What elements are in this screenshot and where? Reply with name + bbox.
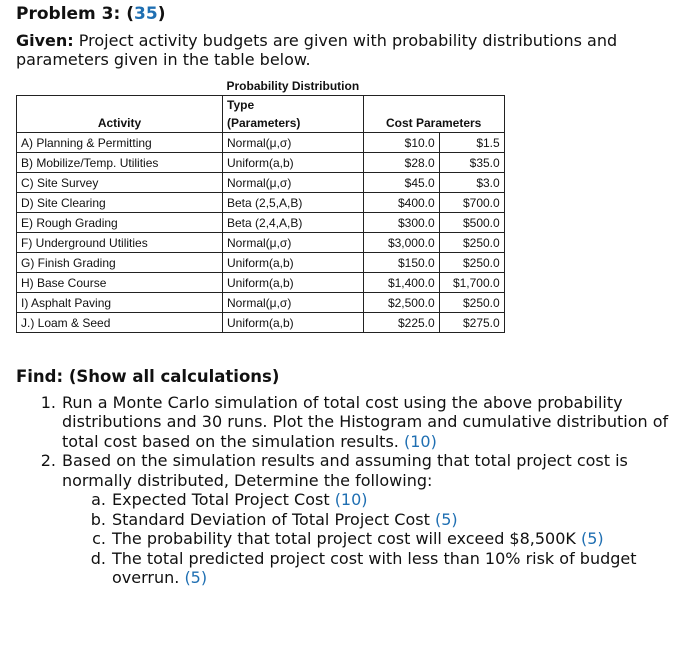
distribution-cell: Normal(μ,σ): [223, 173, 364, 193]
given-paragraph: [16, 31, 656, 69]
activity-cell: A) Planning & Permitting: [17, 133, 223, 153]
cost-param2-cell: $250.0: [439, 233, 504, 253]
cost-param2-cell: $250.0: [439, 293, 504, 313]
cost-param1-cell: $28.0: [363, 153, 439, 173]
find-item-text: Run a Monte Carlo simulation of total cost using the above probability distributions and 30 runs. Plot the Histogram and cumulative distribution of total cost based on the simulation results.: [62, 392, 669, 451]
cost-param1-cell: $10.0: [363, 133, 439, 153]
cost-param1-cell: $2,500.0: [363, 293, 439, 313]
find-item: [16, 393, 676, 452]
find-heading: Find: (Show all calculations): [16, 367, 280, 386]
cost-header: Cost Parameters: [363, 96, 504, 133]
table-row: [17, 233, 505, 253]
distribution-cell: Beta (2,4,A,B): [223, 213, 364, 233]
find-subitem-text: Expected Total Project Cost: [112, 490, 330, 509]
table-row: [17, 193, 505, 213]
activity-cell: E) Rough Grading: [17, 213, 223, 233]
find-subitem-text: The total predicted project cost with less than 10% risk of budget overrun.: [112, 548, 637, 587]
find-subitem-body: [112, 529, 604, 549]
cost-param2-cell: $500.0: [439, 213, 504, 233]
given-text: Project activity budgets are given with probability distributions and parameters given in the table below.: [16, 31, 618, 69]
find-subitem-points: (10): [334, 490, 368, 509]
find-item: [16, 451, 676, 490]
activity-header: Activity: [17, 96, 223, 133]
find-subitem-points: (5): [184, 568, 208, 587]
find-item-body: [62, 393, 676, 452]
activity-cell: F) Underground Utilities: [17, 233, 223, 253]
cost-param1-cell: $300.0: [363, 213, 439, 233]
given-label: Given:: [16, 31, 74, 50]
find-subitem-text: The probability that total project cost will exceed $8,500K: [112, 529, 576, 548]
find-item-text: Based on the simulation results and assuming that total project cost is normally distributed, Determine the following:: [62, 451, 628, 490]
find-subitem-points: (5): [581, 529, 604, 548]
find-list: [16, 393, 676, 588]
find-subitem: [16, 529, 676, 549]
cost-param1-cell: $400.0: [363, 193, 439, 213]
table-row: [17, 153, 505, 173]
find-subitem-body: [112, 549, 676, 588]
find-item-number: 2.: [40, 451, 56, 470]
dist-header-line2: Type: [227, 98, 255, 112]
problem-title: [16, 4, 165, 24]
cost-param2-cell: $1,700.0: [439, 273, 504, 293]
points-open: (: [126, 4, 135, 24]
distribution-cell: Uniform(a,b): [223, 253, 364, 273]
table-row: [17, 253, 505, 273]
cost-param1-cell: $45.0: [363, 173, 439, 193]
find-subitem: [16, 510, 676, 530]
activity-cell: H) Base Course: [17, 273, 223, 293]
problem-label: Problem 3:: [16, 4, 121, 24]
table-row: [17, 293, 505, 313]
table-row: [17, 313, 505, 333]
find-section: [16, 367, 676, 588]
distribution-cell: Normal(μ,σ): [223, 293, 364, 313]
dist-header-line3: (Parameters): [227, 116, 301, 130]
cost-table-container: [16, 78, 505, 333]
distribution-cell: Uniform(a,b): [223, 313, 364, 333]
find-item-points: (10): [403, 431, 437, 451]
cost-param1-cell: $3,000.0: [363, 233, 439, 253]
table-body: [17, 133, 505, 333]
cost-param2-cell: $250.0: [439, 253, 504, 273]
table-row: [17, 273, 505, 293]
points-close: ): [157, 4, 166, 24]
find-subitem: [16, 549, 676, 588]
cost-param2-cell: $3.0: [439, 173, 504, 193]
dist-header: [223, 96, 364, 133]
table-row: [17, 133, 505, 153]
find-subitem-body: [112, 490, 368, 510]
find-subitem-number: c.: [92, 529, 106, 548]
cost-param2-cell: $35.0: [439, 153, 504, 173]
cost-param1-cell: $1,400.0: [363, 273, 439, 293]
table-row: [17, 173, 505, 193]
find-subitem-points: (5): [434, 509, 458, 529]
activity-cell: I) Asphalt Paving: [17, 293, 223, 313]
activity-cell: D) Site Clearing: [17, 193, 223, 213]
distribution-cell: Uniform(a,b): [223, 273, 364, 293]
find-subitem-body: [112, 510, 458, 530]
table-header-row: [17, 96, 505, 133]
distribution-cell: Uniform(a,b): [223, 153, 364, 173]
cost-param2-cell: $1.5: [439, 133, 504, 153]
find-subitem: [16, 490, 676, 510]
find-subitem-number: b.: [90, 509, 106, 529]
distribution-cell: Beta (2,5,A,B): [223, 193, 364, 213]
table-row: [17, 213, 505, 233]
dist-header-line1: Probability Distribution: [226, 79, 360, 93]
cost-table: [16, 78, 505, 333]
find-item-number: 1.: [40, 392, 56, 412]
activity-cell: G) Finish Grading: [17, 253, 223, 273]
problem-points: 35: [134, 4, 158, 24]
find-subitem-number: d.: [90, 548, 106, 568]
activity-cell: J.) Loam & Seed: [17, 313, 223, 333]
find-subitem-number: a.: [91, 490, 106, 509]
activity-cell: C) Site Survey: [17, 173, 223, 193]
cost-param1-cell: $150.0: [363, 253, 439, 273]
cost-param2-cell: $700.0: [439, 193, 504, 213]
find-item-body: [62, 451, 676, 490]
cost-param1-cell: $225.0: [363, 313, 439, 333]
cost-param2-cell: $275.0: [439, 313, 504, 333]
find-subitem-text: Standard Deviation of Total Project Cost: [112, 509, 430, 529]
distribution-cell: Normal(μ,σ): [223, 233, 364, 253]
activity-cell: B) Mobilize/Temp. Utilities: [17, 153, 223, 173]
distribution-cell: Normal(μ,σ): [223, 133, 364, 153]
